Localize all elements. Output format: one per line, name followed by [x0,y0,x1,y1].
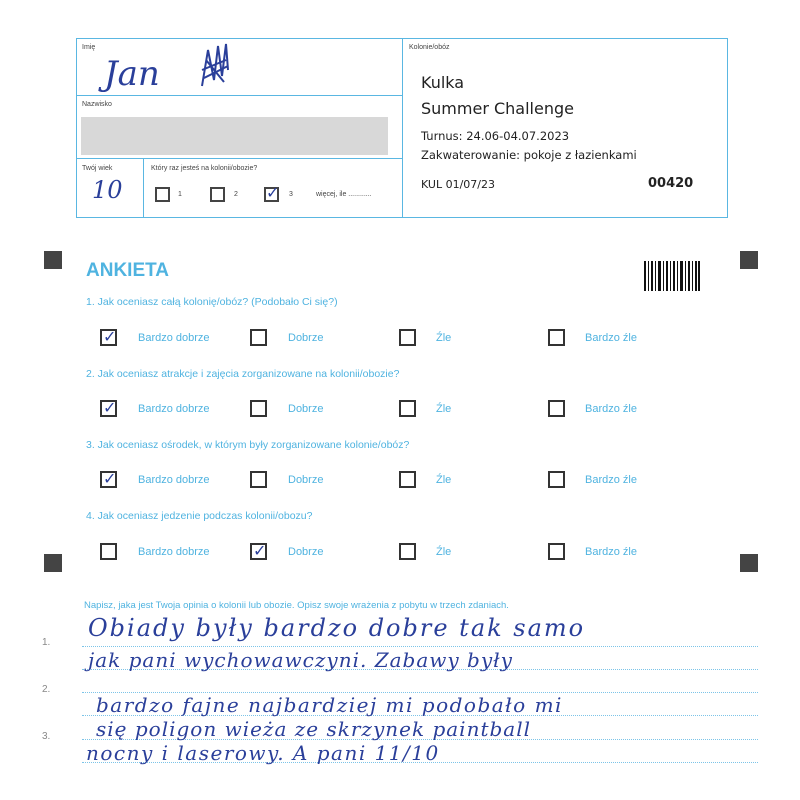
accommodation: Zakwaterowanie: pokoje z łazienkami [421,148,637,162]
question-3: 3. Jak oceniasz ośrodek, w którym były zorganizowane kolonie/obóz? [86,439,410,451]
header-divider-age-col [143,158,144,218]
camp-program: Summer Challenge [421,99,574,118]
question-1: 1. Jak oceniasz całą kolonię/obóz? (Podobało Ci się?) [86,296,338,308]
barcode [644,261,700,291]
age-value: 10 [92,176,123,204]
q4-option-dobrze[interactable] [250,543,267,560]
surname-label: Nazwisko [82,101,112,108]
camp-name: Kulka [421,73,465,92]
q1-option-bardzo-zle[interactable] [548,329,565,346]
camp-code: KUL 01/07/23 [421,178,495,191]
q2-label-dobrze: Dobrze [288,403,324,415]
name-scribble [198,36,232,94]
times-label: Który raz jesteś na kolonii/obozie? [151,165,258,172]
handwritten-line-3: bardzo fajne najbardziej mi podobało mi [96,693,563,717]
check-mark-icon: ✓ [266,183,280,202]
q2-label-bardzo-zle: Bardzo źle [585,403,637,415]
q2-option-bardzo-dobrze[interactable] [100,400,117,417]
registration-marker-bottom-left [44,554,62,572]
writing-line [82,646,758,647]
name-label: Imię [82,44,96,51]
times-checkbox-3[interactable] [264,183,280,202]
q2-label-bardzo-dobrze: Bardzo dobrze [138,403,210,415]
age-label: Twój wiek [82,165,113,172]
times-option-3: 3 [289,191,293,198]
question-4: 4. Jak oceniasz jedzenie podczas kolonii/obozu? [86,510,313,522]
q4-label-bardzo-zle: Bardzo źle [585,546,637,558]
q1-label-dobrze: Dobrze [288,332,324,344]
handwritten-line-2: jak pani wychowawczyni. Zabawy były [88,648,513,672]
handwritten-line-4: się poligon wieża ze skrzynek paintball [96,717,532,741]
name-value: Jan [104,54,160,94]
q4-label-bardzo-dobrze: Bardzo dobrze [138,546,210,558]
times-more: więcej, ile ............ [316,191,372,198]
camp-number: 00420 [648,176,694,191]
q3-option-dobrze[interactable] [250,471,267,488]
q1-label-bardzo-zle: Bardzo źle [585,332,637,344]
q4-label-dobrze: Dobrze [288,546,324,558]
q2-option-dobrze[interactable] [250,400,267,417]
q3-label-zle: Źle [436,474,452,486]
question-2: 2. Jak oceniasz atrakcje i zajęcia zorganizowane na kolonii/obozie? [86,368,400,380]
q3-label-bardzo-dobrze: Bardzo dobrze [138,474,210,486]
q1-option-zle[interactable] [399,329,416,346]
line-number-1: 1. [42,637,51,648]
q3-label-bardzo-zle: Bardzo źle [585,474,637,486]
line-number-2: 2. [42,684,51,695]
q1-label-bardzo-dobrze: Bardzo dobrze [138,332,210,344]
q4-option-zle[interactable] [399,543,416,560]
q3-label-dobrze: Dobrze [288,474,324,486]
handwritten-line-1: Obiady były bardzo dobre tak samo [88,614,586,642]
camp-label: Kolonie/obóz [409,44,450,51]
q1-label-zle: Źle [436,332,452,344]
check-mark-icon: ✓ [253,541,267,560]
q2-option-bardzo-zle[interactable] [548,400,565,417]
q3-option-bardzo-zle[interactable] [548,471,565,488]
surname-redaction [81,117,388,155]
header-divider-vertical [402,38,403,218]
check-mark-icon: ✓ [103,327,117,346]
line-number-3: 3. [42,731,51,742]
q2-option-zle[interactable] [399,400,416,417]
q4-option-bardzo-zle[interactable] [548,543,565,560]
check-mark-icon: ✓ [103,469,117,488]
q4-option-bardzo-dobrze[interactable] [100,543,117,560]
survey-title: ANKIETA [86,260,170,281]
q1-option-bardzo-dobrze[interactable] [100,329,117,346]
registration-marker-bottom-right [740,554,758,572]
times-checkbox-2[interactable] [210,187,225,202]
q3-option-bardzo-dobrze[interactable] [100,471,117,488]
registration-marker-top-right [740,251,758,269]
q1-option-dobrze[interactable] [250,329,267,346]
times-option-2: 2 [234,191,238,198]
q3-option-zle[interactable] [399,471,416,488]
q2-label-zle: Źle [436,403,452,415]
registration-marker-top-left [44,251,62,269]
check-mark-icon: ✓ [103,398,117,417]
q4-label-zle: Źle [436,546,452,558]
opinion-prompt: Napisz, jaka jest Twoja opinia o kolonii lub obozie. Opisz swoje wrażenia z pobytu w trzech zdaniach. [84,600,509,611]
times-checkbox-1[interactable] [155,187,170,202]
times-option-1: 1 [178,191,182,198]
handwritten-line-5: nocny i laserowy. A pani 11/10 [86,741,440,765]
header-divider-age [76,158,402,159]
turnus: Turnus: 24.06-04.07.2023 [421,129,570,143]
header-divider-name [76,95,402,96]
